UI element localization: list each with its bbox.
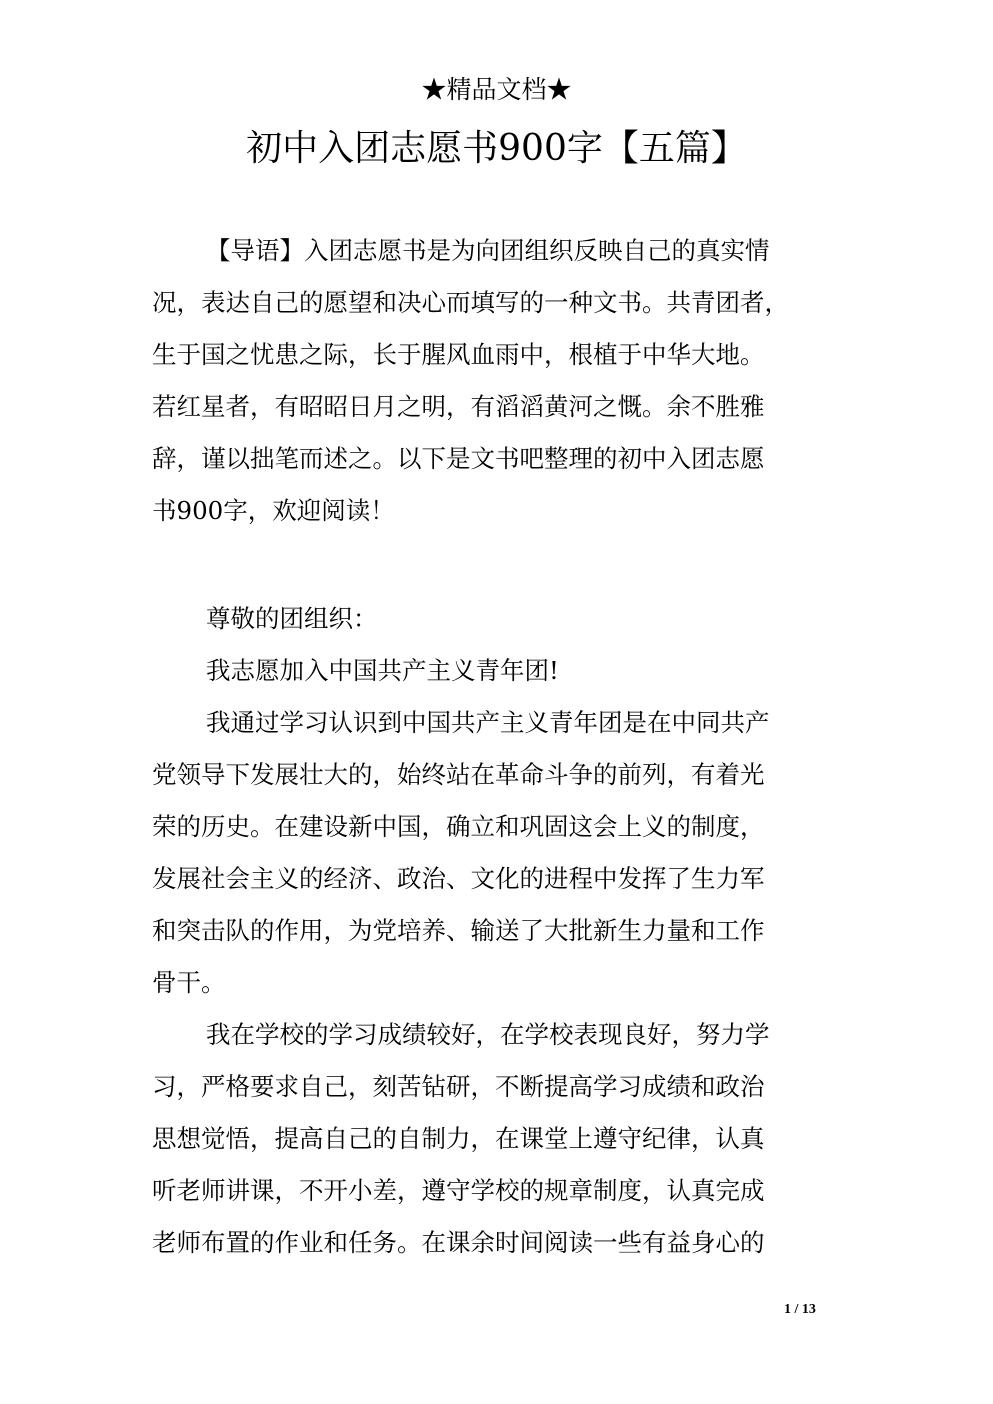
paragraph-line: 发展社会主义的经济、政治、文化的进程中发挥了生力军 [152,864,765,893]
paragraph-line: 老师布置的作业和任务。在课余时间阅读一些有益身心的 [152,1228,765,1257]
paragraph-line: 荣的历史。在建设新中国，确立和巩固这会上义的制度， [152,812,765,841]
paragraph-line: 我在学校的学习成绩较好，在学校表现良好，努力学 [206,1020,770,1049]
intro-line: 【导语】入团志愿书是为向团组织反映自己的真实情 [206,236,770,265]
paragraph-line: 骨干。 [152,968,226,997]
letter-body [152,593,842,1269]
intro-line: 书900字，欢迎阅读！ [152,496,395,525]
document-title: 初中入团志愿书900字【五篇】 [246,128,747,169]
paragraph-line: 和突击队的作用，为党培养、输送了大批新生力量和工作 [152,916,765,945]
paragraph-line: 习，严格要求自己，刻苦钻研，不断提高学习成绩和政治 [152,1072,765,1101]
paragraph-line: 思想觉悟，提高自己的自制力，在课堂上遵守纪律，认真 [152,1124,765,1153]
document-header-mark: ★精品文档★ [421,75,572,104]
intro-line: 若红星者，有昭昭日月之明，有滔滔黄河之慨。余不胜雅 [152,392,765,421]
paragraph-line: 我通过学习认识到中国共产主义青年团是在中同共产 [206,708,770,737]
paragraph-line: 党领导下发展壮大的，始终站在革命斗争的前列，有着光 [152,760,765,789]
letter-paragraph-1 [152,697,842,1009]
intro-line: 况，表达自己的愿望和决心而填写的一种文书。共青团者， [152,288,789,317]
letter-opening: 我志愿加入中国共产主义青年团! [206,656,559,685]
letter-paragraph-2 [152,1009,842,1269]
page-number: 1 / 13 [784,1302,816,1317]
intro-line: 生于国之忧患之际，长于腥风血雨中，根植于中华大地。 [152,340,765,369]
paragraph-line: 听老师讲课，不开小差，遵守学校的规章制度，认真完成 [152,1176,765,1205]
letter-salutation: 尊敬的团组织： [206,604,378,633]
intro-line: 辞，谨以拙笔而述之。以下是文书吧整理的初中入团志愿 [152,444,765,473]
intro-paragraph [152,225,842,537]
